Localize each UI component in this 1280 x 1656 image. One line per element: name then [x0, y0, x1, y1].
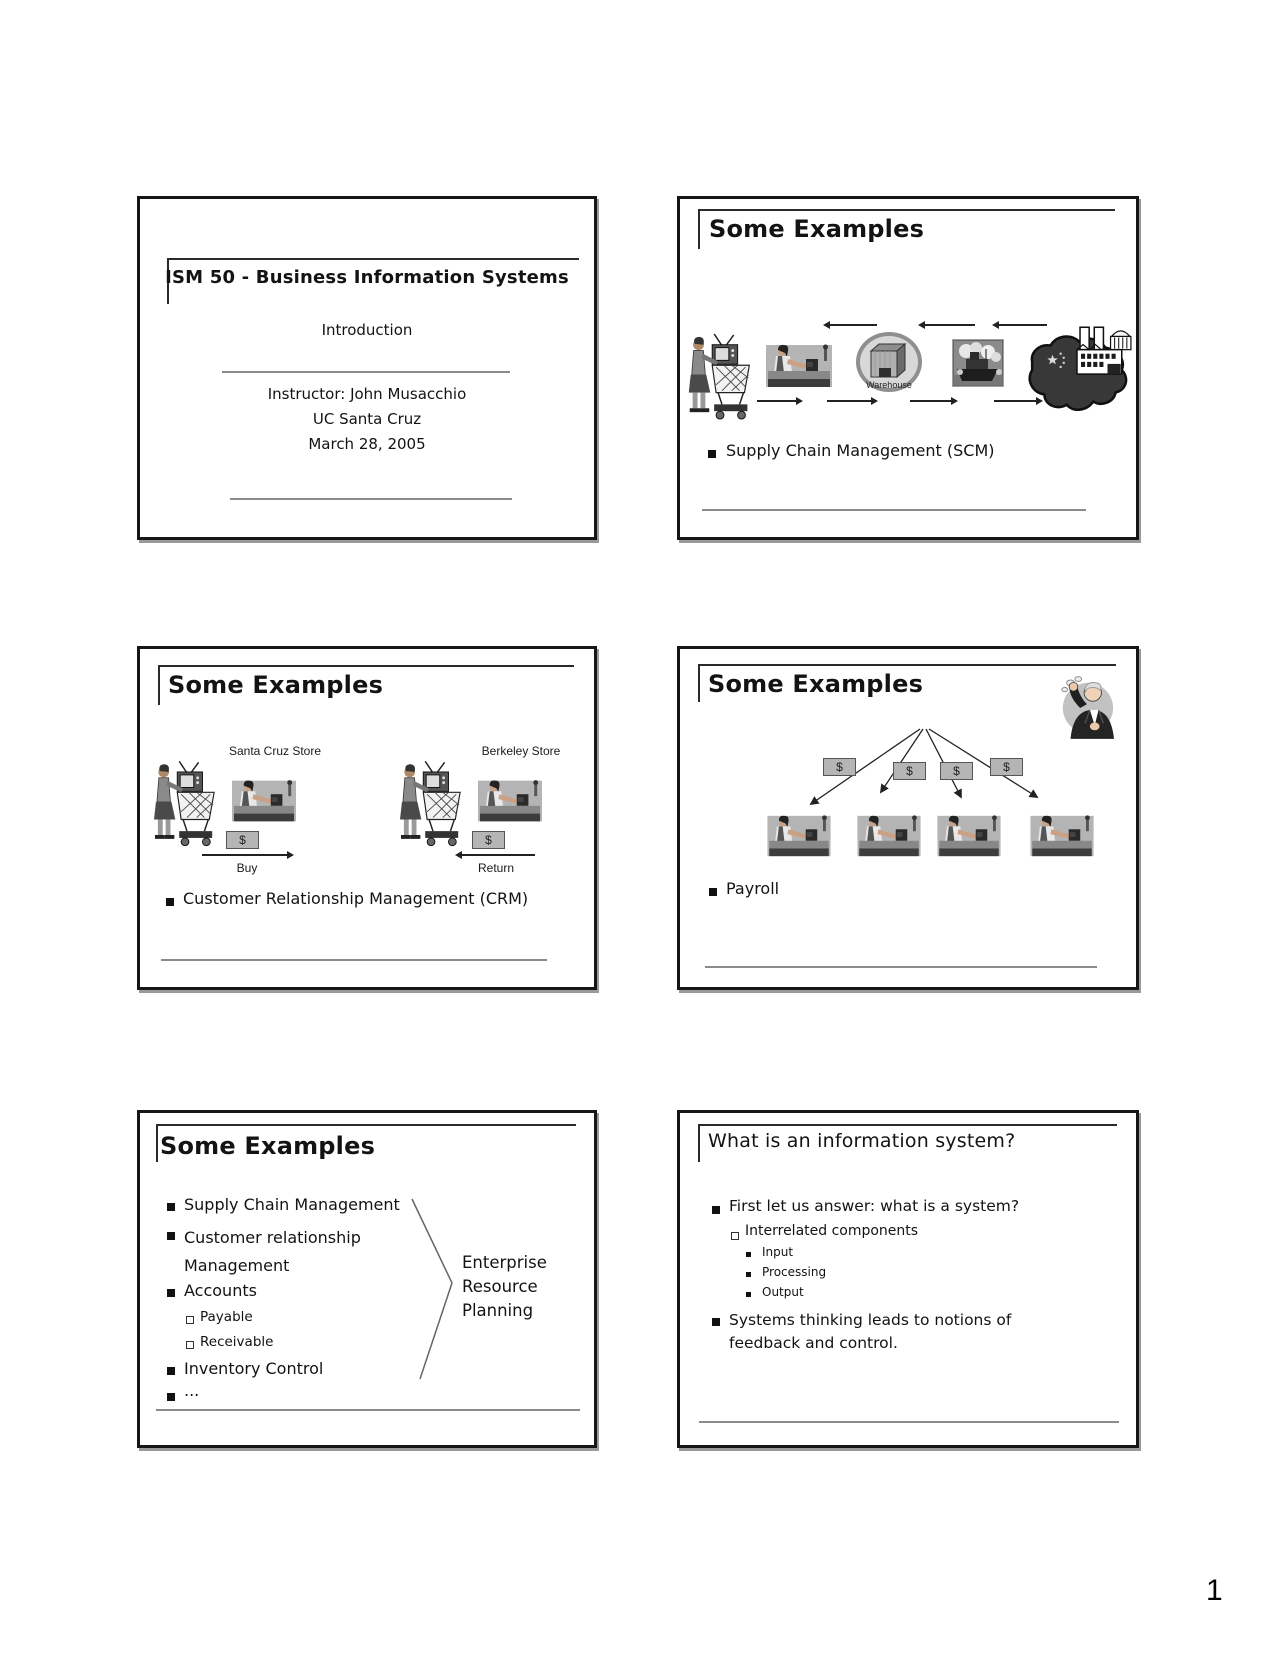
cashier-icon [937, 812, 1001, 860]
bullet-text: First let us answer: what is a system? [729, 1197, 1020, 1215]
slide-erp [137, 1110, 597, 1448]
slide-payroll [677, 646, 1139, 990]
cashier-icon [857, 812, 921, 860]
cashier-icon [232, 776, 296, 826]
return-arrow [457, 854, 535, 856]
bullet-square [167, 1289, 175, 1297]
sub-bullet-square [186, 1341, 194, 1349]
supply-flow-arrow-right [757, 400, 801, 402]
corner-rule [158, 665, 160, 705]
supply-flow-arrow-left [920, 324, 975, 326]
separator-line [702, 509, 1086, 511]
slide-crm [137, 646, 597, 990]
store-label-berkeley: Berkeley Store [481, 744, 561, 758]
bullet-text: Customer Relationship Management (CRM) [183, 889, 529, 908]
money-box [472, 831, 505, 849]
separator-line [156, 1409, 580, 1411]
store-label-santa-cruz: Santa Cruz Store [228, 744, 322, 758]
supply-flow-arrow-right [994, 400, 1041, 402]
dollar-sign: $ [1003, 760, 1010, 774]
erp-label: Enterprise Resource Planning [462, 1253, 547, 1320]
sub-list-item: Receivable [200, 1334, 274, 1350]
sub-bullet-square [186, 1316, 194, 1324]
supply-flow-arrow-right [827, 400, 876, 402]
separator-line [161, 959, 547, 961]
cashier-icon [766, 340, 832, 392]
money-box [940, 762, 973, 780]
page-number: 1 [1206, 1574, 1223, 1607]
bullet-square [709, 888, 717, 896]
supply-flow-arrow-right [910, 400, 956, 402]
bullet-text: Systems thinking leads to notions of feedback and control. [729, 1311, 1012, 1352]
buy-arrow [202, 854, 292, 856]
slide-information-system [677, 1110, 1139, 1448]
corner-rule [156, 1124, 158, 1162]
cashier-icon [478, 776, 542, 826]
course-title: ISM 50 - Business Information Systems [165, 267, 569, 288]
sub-bullet-square [731, 1232, 739, 1240]
list-item: Inventory Control [184, 1359, 324, 1378]
money-box [990, 758, 1023, 776]
erp-brace [406, 1193, 462, 1385]
corner-rule [698, 1124, 1117, 1126]
separator-line [705, 966, 1097, 968]
dollar-sign: $ [485, 833, 492, 847]
bullet-square [167, 1367, 175, 1375]
sub-sub-bullet-square [746, 1252, 751, 1257]
bullet-square [166, 898, 174, 906]
corner-rule [158, 665, 574, 667]
warehouse-label: Warehouse [866, 380, 912, 390]
corner-rule [698, 209, 700, 249]
corner-rule [698, 209, 1115, 211]
sub-sub-item: Input [762, 1245, 794, 1259]
bullet-text: Supply Chain Management (SCM) [726, 441, 995, 460]
money-box [226, 831, 259, 849]
instructor-line: Instructor: John Musacchio [267, 385, 467, 403]
slide-title: Some Examples [709, 215, 925, 243]
dollar-sign: $ [906, 764, 913, 778]
money-box [893, 762, 926, 780]
bullet-square [708, 450, 716, 458]
subtitle: Introduction [321, 321, 413, 339]
supply-flow-arrow-left [825, 324, 877, 326]
money-box [823, 758, 856, 776]
slide-scm [677, 196, 1139, 540]
separator-line [230, 498, 512, 500]
bullet-square [167, 1232, 175, 1240]
slide-title: Some Examples [160, 1132, 376, 1160]
bullet-text: Payroll [726, 879, 780, 898]
ship-icon [952, 339, 1004, 387]
separator-line [222, 371, 510, 373]
sub-sub-item: Processing [762, 1265, 827, 1279]
dollar-sign: $ [953, 764, 960, 778]
list-item: Customer relationship Management [184, 1228, 361, 1275]
cashier-icon [1030, 812, 1094, 860]
slide-title: Some Examples [708, 670, 924, 698]
slide-title [137, 196, 597, 540]
sub-sub-bullet-square [746, 1292, 751, 1297]
cashier-icon [767, 812, 831, 860]
slide-title: What is an information system? [708, 1130, 1016, 1152]
date-line: March 28, 2005 [308, 435, 426, 453]
sub-bullet-text: Interrelated components [745, 1223, 919, 1239]
bullet-square [712, 1318, 720, 1326]
dollar-sign: $ [836, 760, 843, 774]
dollar-sign: $ [239, 833, 246, 847]
shopper-icon [688, 332, 754, 420]
corner-rule [156, 1124, 576, 1126]
separator-line [699, 1421, 1119, 1423]
bullet-square [167, 1203, 175, 1211]
slide-title: Some Examples [168, 671, 384, 699]
bullet-square [712, 1206, 720, 1214]
shopper-icon [400, 759, 464, 847]
list-item: Accounts [184, 1281, 257, 1300]
sub-sub-item: Output [762, 1285, 804, 1299]
list-item: Supply Chain Management [184, 1195, 400, 1214]
sub-list-item: Payable [200, 1309, 253, 1325]
university-line: UC Santa Cruz [312, 410, 422, 428]
list-item: ... [184, 1381, 200, 1400]
corner-rule [167, 258, 579, 260]
corner-rule [698, 1124, 700, 1162]
return-label: Return [477, 861, 515, 875]
sub-sub-bullet-square [746, 1272, 751, 1277]
bullet-square [167, 1393, 175, 1401]
shopper-icon [154, 759, 218, 847]
buy-label: Buy [236, 861, 258, 875]
